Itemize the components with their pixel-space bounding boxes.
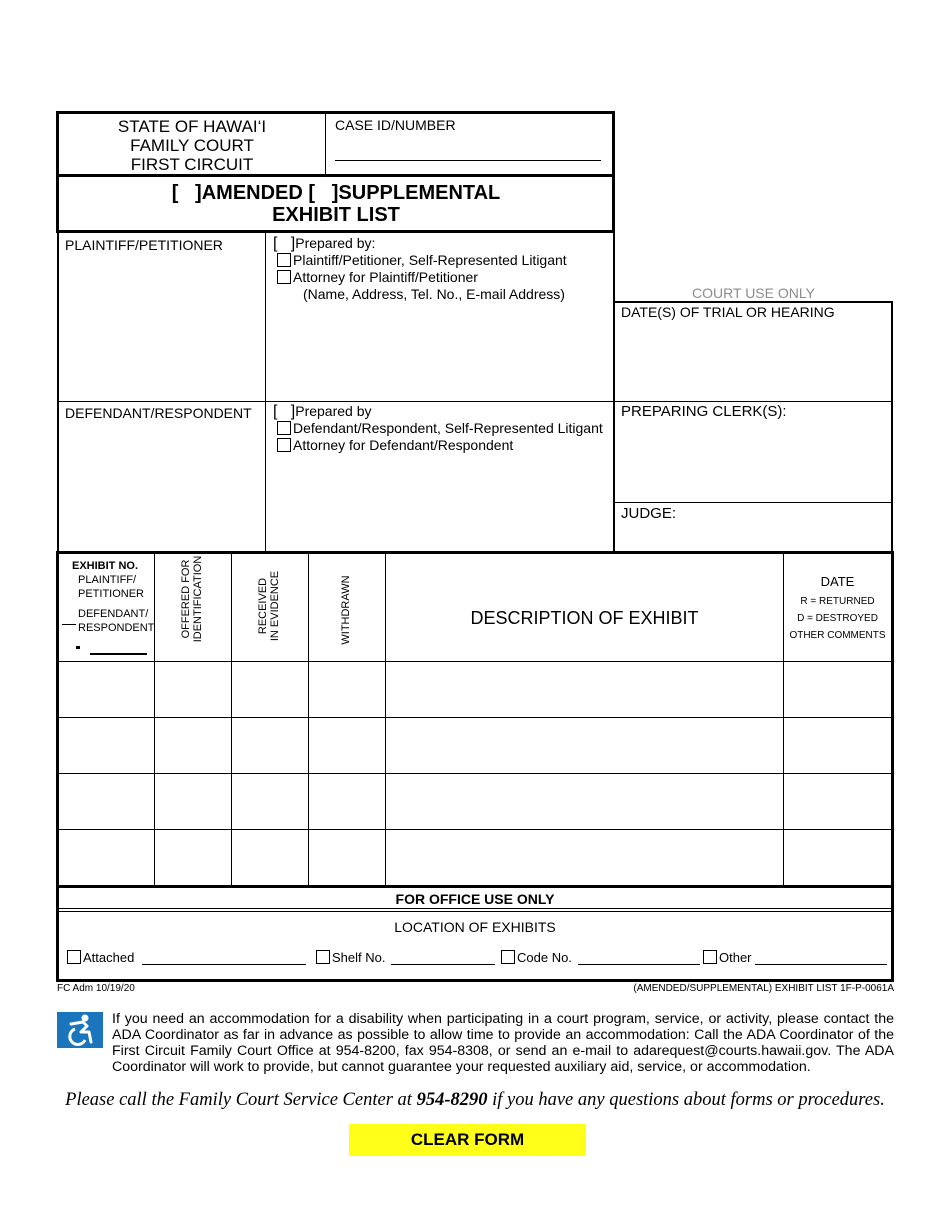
code-option[interactable]: Code No.: [501, 950, 700, 965]
court-circuit: FIRST CIRCUIT: [130, 155, 254, 174]
attached-field[interactable]: [142, 951, 306, 965]
exhibit-number-field[interactable]: [90, 653, 147, 655]
attached-checkbox[interactable]: [67, 950, 81, 964]
office-use-heading: FOR OFFICE USE ONLY: [395, 891, 555, 907]
date-header: DATE R = RETURNED D = DESTROYED OTHER COMMENTS: [789, 574, 886, 641]
other-checkbox[interactable]: [703, 950, 717, 964]
case-id-field[interactable]: [335, 160, 601, 161]
service-center-notice: Please call the Family Court Service Center at 954-8290 if you have any questions about forms or procedures.: [65, 1090, 885, 1110]
table-row[interactable]: [58, 774, 891, 829]
description-header: DESCRIPTION OF EXHIBIT: [470, 608, 699, 628]
header-mid-rule: [56, 174, 615, 177]
court-family: FAMILY COURT: [130, 136, 254, 155]
accessibility-icon: [57, 1012, 103, 1048]
supplemental-checkbox[interactable]: [ ]: [308, 182, 339, 204]
contact-note: (Name, Address, Tel. No., E-mail Address): [303, 286, 565, 302]
court-use-heading: COURT USE ONLY: [692, 285, 815, 301]
preparing-clerk-label: PREPARING CLERK(S):: [621, 403, 787, 420]
exhibit-no-header: EXHIBIT NO. PLAINTIFF/ PETITIONER DEFENDANT/ RESPONDENT: [72, 560, 155, 634]
judge-label: JUDGE:: [621, 505, 677, 522]
amended-label: AMENDED: [201, 182, 303, 204]
other-field[interactable]: [755, 951, 887, 965]
offered-header: OFFERED FOR IDENTIFICATION: [180, 555, 204, 643]
code-field[interactable]: [578, 951, 700, 965]
supplemental-label: SUPPLEMENTAL: [338, 182, 501, 204]
received-header: RECEIVED IN EVIDENCE: [257, 570, 281, 642]
trial-dates-label: DATE(S) OF TRIAL OR HEARING: [621, 304, 835, 320]
court-name: [60, 117, 324, 174]
form-title: [60, 182, 612, 226]
table-row[interactable]: [58, 662, 891, 717]
plaintiff-prepared-by: [ ]Prepared by: Plaintiff/Petitioner, Self-Represented Litigant Attorney for Plaintiff/Petitioner (Name, Address, Tel. No., E-mail Address): [273, 235, 567, 302]
case-id-label: CASE ID/NUMBER: [335, 117, 456, 133]
plaintiff-prepared-checkbox[interactable]: [ ]Prepared by:: [273, 235, 376, 252]
plaintiff-label: PLAINTIFF/PETITIONER: [65, 237, 223, 253]
header-right-rule: [612, 111, 615, 233]
withdrawn-header: WITHDRAWN: [340, 575, 352, 645]
location-label: LOCATION OF EXHIBITS: [394, 919, 556, 935]
header-top-rule: [56, 111, 615, 114]
other-option[interactable]: Other: [703, 950, 887, 965]
plaintiff-self-rep-checkbox[interactable]: [277, 253, 291, 267]
table-row[interactable]: [58, 718, 891, 773]
service-phone: 954-8290: [416, 1090, 488, 1110]
defendant-label: DEFENDANT/RESPONDENT: [65, 405, 252, 421]
shelf-field[interactable]: [391, 951, 495, 965]
code-checkbox[interactable]: [501, 950, 515, 964]
defendant-prepared-by: [ ]Prepared by Defendant/Respondent, Self-Represented Litigant Attorney for Defendant/Respondent: [273, 403, 603, 453]
attached-option[interactable]: Attached: [67, 950, 306, 965]
defendant-prepared-checkbox[interactable]: [ ]Prepared by: [273, 403, 372, 420]
form-id-left: FC Adm 10/19/20: [57, 983, 135, 994]
exhibit-list-title: EXHIBIT LIST: [272, 204, 400, 226]
ada-notice: If you need an accommodation for a disability when participating in a court program, service, or activity, please contact the ADA Coordinator as far in advance as possible to allow time to provide an accommodation: Call the ADA Coordinator of the First Circuit Family Court Office at 954-8200, fax 954-8308, or send an e-mail to adarequest@courts.hawaii.gov. The ADA Coordinator will work to provide, but cannot guarantee your requested auxiliary aid, service, or accommodation.: [112, 1011, 894, 1075]
defendant-self-rep-checkbox[interactable]: [277, 421, 291, 435]
defendant-attorney-checkbox[interactable]: [277, 438, 291, 452]
shelf-checkbox[interactable]: [316, 950, 330, 964]
court-state: STATE OF HAWAI‘I: [117, 117, 267, 136]
table-row[interactable]: [58, 830, 891, 885]
header-left-rule: [56, 111, 59, 233]
plaintiff-attorney-checkbox[interactable]: [277, 270, 291, 284]
shelf-option[interactable]: Shelf No.: [316, 950, 495, 965]
form-id-right: (AMENDED/SUPPLEMENTAL) EXHIBIT LIST 1F-P-0061A: [633, 983, 894, 994]
amended-checkbox[interactable]: [ ]: [171, 182, 202, 204]
clear-form-button[interactable]: CLEAR FORM: [349, 1124, 586, 1156]
